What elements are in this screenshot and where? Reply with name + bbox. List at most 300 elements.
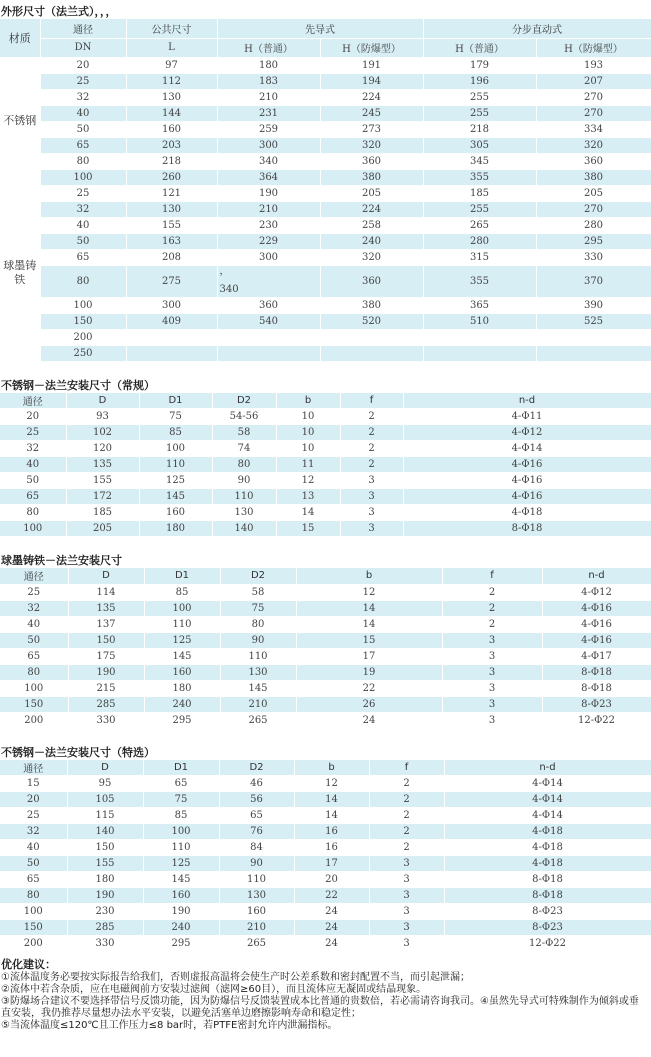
subheader-row [0,38,651,57]
table-cell: 75 [139,409,212,425]
table-cell: 2 [340,441,403,457]
table-cell: 230 [217,217,320,233]
outline-title: 外形尺寸（法兰式），，， [1,5,117,18]
table-cell: 4-Φ17 [542,648,651,664]
table-cell: 208 [126,249,217,265]
table-row [0,664,651,680]
table-cell: 85 [144,584,220,600]
table-cell: 17 [296,648,442,664]
table-cell: 205 [320,185,423,201]
table-cell: 3 [340,505,403,521]
table-cell: 229 [217,233,320,249]
table-cell: 11 [276,457,340,473]
table-cell: 4-Φ12 [403,425,651,441]
table-cell: 4-Φ12 [542,584,651,600]
table-cell: 8-Φ18 [542,680,651,696]
table-row [0,153,651,169]
table-cell: 150 [40,313,126,329]
table-cell: 380 [320,297,423,313]
table-row [0,105,651,121]
table-cell: 320 [536,137,651,153]
table-cell: 196 [423,73,536,89]
table-cell: 295 [536,233,651,249]
table-cell: 14 [276,505,340,521]
step-h-normal-header: H（普通） [423,38,536,57]
table-cell: 14 [294,792,369,808]
table-cell: 3 [369,920,444,936]
table-cell [536,329,651,345]
table-cell: 20 [40,57,126,73]
table-cell: 110 [144,616,220,632]
table-cell: 275 [126,265,217,297]
table-cell: 32 [0,600,68,616]
table-row [0,409,651,425]
table-cell: 3 [442,712,542,728]
table-cell: 32 [40,89,126,105]
table-cell: 114 [68,584,144,600]
table-cell: 26 [296,696,442,712]
table-cell: 12-Φ22 [444,936,651,952]
table-cell: 360 [536,153,651,169]
table-cell: 155 [66,473,139,489]
table-cell [320,329,423,345]
table-cell: 215 [68,680,144,696]
column-header: 通径 [0,393,66,409]
header-row [0,19,651,38]
table-row [0,616,651,632]
pilot-h-normal-header: H（普通） [217,38,320,57]
table-cell: 3 [442,680,542,696]
table-cell: 14 [296,600,442,616]
column-header: D2 [212,393,276,409]
table-cell: 8-Φ18 [444,888,651,904]
table-cell: 160 [144,664,220,680]
table-cell: 4-Φ18 [444,824,651,840]
table-row [0,521,651,537]
table-cell: 100 [40,169,126,185]
table-cell: 218 [126,153,217,169]
table-cell: 25 [0,584,68,600]
table-cell: 255 [423,105,536,121]
table-cell: 200 [0,712,68,728]
table-cell: 3 [442,664,542,680]
table-cell: 16 [294,840,369,856]
note-line-1: ①流体温度务必要按实际报告给我们，否则虚报高温将会使生产时公差系数和密封配置不当，而引起泄漏； [1,972,470,983]
table-cell: 4-Φ16 [403,457,651,473]
table-cell: 80 [40,265,126,297]
table-cell: 80 [212,457,276,473]
table-cell: 25 [40,185,126,201]
table-cell: 190 [143,904,219,920]
table-cell: 54-56 [212,409,276,425]
table-cell: 4-Φ11 [403,409,651,425]
table-cell [217,345,320,361]
table-cell: 4-Φ14 [444,776,651,792]
table-cell: 90 [219,856,294,872]
table-cell [423,345,536,361]
table-row [0,121,651,137]
table-row [0,137,651,153]
material-stainless: 不锈钢 [0,57,40,185]
table-cell: 100 [143,824,219,840]
table-row [0,904,651,920]
table-cell: 190 [68,664,144,680]
table-cell: 8-Φ18 [542,664,651,680]
table-cell: 365 [423,297,536,313]
table-cell: 218 [423,121,536,137]
table-cell: 90 [212,473,276,489]
table-cell: 80 [40,153,126,169]
column-header: D2 [219,760,294,776]
table-row [0,473,651,489]
header-row [0,760,651,776]
column-header: n-d [403,393,651,409]
step-h-ex-header: H（防爆型） [536,38,651,57]
table-cell: 150 [0,696,68,712]
table-cell: 13 [276,489,340,505]
table-cell: 3 [340,473,403,489]
table-cell: 140 [212,521,276,537]
column-header: n-d [444,760,651,776]
table-cell: 240 [144,696,220,712]
table-cell: 75 [143,792,219,808]
table-cell: 25 [0,808,67,824]
table-cell: 40 [0,457,66,473]
table-cell: 200 [0,936,67,952]
table-cell: 4-Φ16 [542,632,651,648]
table-row [0,457,651,473]
table-cell: 210 [217,201,320,217]
table-cell: 4-Φ18 [403,505,651,521]
note-line-3: ③防爆场合建议不要选择带信号反馈功能，因为防爆信号反馈装置成本比普通的贵数倍，若必需请咨询我司。④虽然先导式可特殊制作为倾斜或垂直安装，我仍推荐尽量想办法水平安装，以避免活塞单边磨擦影响寿命和稳定性； [1,996,639,1019]
table-cell: 135 [66,457,139,473]
table-cell: 10 [276,441,340,457]
table-cell: 32 [0,441,66,457]
table-cell: 140 [67,824,143,840]
optimization-notes [0,958,646,1032]
table-cell: 80 [0,664,68,680]
table-cell: 280 [536,217,651,233]
table-cell: 3 [442,648,542,664]
table-cell: 130 [212,505,276,521]
table-cell: 105 [67,792,143,808]
table-cell: 355 [423,169,536,185]
table-cell: 20 [0,792,67,808]
table-cell: 193 [536,57,651,73]
table-row [0,489,651,505]
header-row [0,568,651,584]
cell-value: 340 [219,283,239,295]
table-cell: 360 [320,265,423,297]
column-header: D1 [139,393,212,409]
ductile-title: 球墨铸铁－法兰安装尺寸 [1,554,122,567]
table-cell: 4-Φ16 [542,600,651,616]
table-row [0,712,651,728]
table-cell: 270 [536,201,651,217]
table-row [0,345,651,361]
table-cell: 231 [217,105,320,121]
table-cell [423,329,536,345]
table-cell: 172 [66,489,139,505]
table-cell: 65 [0,872,67,888]
table-cell: 2 [340,409,403,425]
table-cell: 280 [423,233,536,249]
table-cell: 273 [320,121,423,137]
column-header: b [296,568,442,584]
table-cell: 340 [217,153,320,169]
table-cell: 10 [276,409,340,425]
column-header: f [442,568,542,584]
column-header: D1 [143,760,219,776]
table-cell: 2 [369,840,444,856]
table-cell: 150 [67,840,143,856]
table-cell: 4-Φ14 [444,792,651,808]
table-cell [217,329,320,345]
table-cell: 15 [276,521,340,537]
column-header: 通径 [0,760,67,776]
table-cell: 180 [67,872,143,888]
table-cell: 12 [294,776,369,792]
table-cell: 295 [144,712,220,728]
table-row [0,584,651,600]
column-header: n-d [542,568,651,584]
table-cell: 100 [0,904,67,920]
table-cell: 320 [320,137,423,153]
column-header: b [276,393,340,409]
table-cell: 58 [220,584,296,600]
table-row [0,57,651,73]
column-header: b [294,760,369,776]
table-cell: 4-Φ18 [444,840,651,856]
ductile-table [0,568,651,729]
table-cell: 160 [139,505,212,521]
table-cell: 259 [217,121,320,137]
table-row [0,632,651,648]
ss-special-title: 不锈钢－法兰安装尺寸（特选） [1,745,155,759]
table-cell: 40 [0,616,68,632]
table-cell: 130 [126,201,217,217]
table-cell: 160 [143,888,219,904]
table-cell: 525 [536,313,651,329]
table-cell: 10 [276,425,340,441]
table-cell: 183 [217,73,320,89]
table-cell: 4-Φ14 [444,808,651,824]
table-row [0,696,651,712]
table-cell: 179 [423,57,536,73]
table-row [0,297,651,313]
table-cell: 97 [126,57,217,73]
table-cell: 3 [340,489,403,505]
table-cell [320,345,423,361]
table-cell: 100 [139,441,212,457]
table-cell: 84 [219,840,294,856]
table-row [0,808,651,824]
column-header: D1 [144,568,220,584]
table-row [0,888,651,904]
table-cell: 320 [320,249,423,265]
table-cell: 255 [423,89,536,105]
table-row [0,185,651,201]
table-cell: 65 [143,776,219,792]
table-cell: 100 [0,680,68,696]
table-cell: 205 [536,185,651,201]
table-cell: 300 [217,137,320,153]
table-cell: 2 [442,616,542,632]
table-cell: 40 [40,105,126,121]
table-cell: 190 [217,185,320,201]
table-cell: 224 [320,201,423,217]
table-cell: 130 [126,89,217,105]
table-row [0,249,651,265]
table-cell: 520 [320,313,423,329]
table-row [0,920,651,936]
table-cell: 180 [139,521,212,537]
table-cell: 110 [143,840,219,856]
table-cell [126,329,217,345]
table-cell [126,345,217,361]
step-header: 分步直动式 [423,19,651,38]
material-header: 材质 [0,19,40,57]
dn-header: 通径 [40,19,126,38]
table-cell: 65 [0,489,66,505]
table-row [0,505,651,521]
table-row [0,73,651,89]
table-cell: 250 [40,345,126,361]
table-cell: 14 [294,808,369,824]
table-row [0,776,651,792]
table-row [0,425,651,441]
table-cell: 50 [0,473,66,489]
column-header: 通径 [0,568,68,584]
table-cell: 270 [536,105,651,121]
table-cell: 65 [40,249,126,265]
table-cell: 46 [219,776,294,792]
table-cell: 8-Φ23 [444,904,651,920]
common-subheader: L [126,38,217,57]
table-cell: 40 [0,840,67,856]
table-cell: 110 [139,457,212,473]
table-row [0,936,651,952]
table-cell: 315 [423,249,536,265]
table-cell: 50 [40,121,126,137]
table-cell: 112 [126,73,217,89]
note-line-2: ②流体中若含杂质，应在电磁阀前方安装过滤阀（滤网≥60目），而且流体应无凝固或结晶现象。 [1,984,427,995]
table-cell: 175 [68,648,144,664]
table-cell: 360 [217,297,320,313]
table-cell: 540 [217,313,320,329]
table-cell: 40 [40,217,126,233]
table-cell: 22 [294,888,369,904]
table-cell: 2 [340,425,403,441]
table-row [0,441,651,457]
table-cell: 364 [217,169,320,185]
table-cell: 3 [369,936,444,952]
table-cell: 56 [219,792,294,808]
table-cell: 3 [340,521,403,537]
table-cell: 25 [0,425,66,441]
table-cell: 160 [219,904,294,920]
table-cell: 8-Φ23 [542,696,651,712]
table-cell: 80 [0,505,66,521]
header-row [0,393,651,409]
table-cell: 19 [296,664,442,680]
table-cell: 190 [67,888,143,904]
table-cell: 2 [340,457,403,473]
ss-special-table [0,760,651,953]
table-cell: 2 [369,792,444,808]
notes-title: 优化建议： [1,958,56,971]
table-cell: 185 [66,505,139,521]
table-cell: 191 [320,57,423,73]
table-cell: 58 [212,425,276,441]
table-cell: 125 [143,856,219,872]
table-cell: 24 [294,936,369,952]
table-cell: 4-Φ18 [444,856,651,872]
table-cell: 345 [423,153,536,169]
note-line-4: ⑤当流体温度≤120℃且工作压力≤8 bar时，若PTFE密封允许内泄漏指标。 [1,1020,338,1031]
table-cell: 12-Φ22 [542,712,651,728]
table-cell: 300 [217,249,320,265]
table-cell: 200 [40,329,126,345]
table-cell: 100 [144,600,220,616]
table-cell: 210 [219,920,294,936]
material-ductile-iron: 球墨铸铁 [0,185,40,361]
table-cell: 3 [369,888,444,904]
table-cell: 155 [67,856,143,872]
table-cell: 125 [144,632,220,648]
table-cell: 93 [66,409,139,425]
table-cell: 4-Φ16 [542,616,651,632]
table-cell: 255 [423,201,536,217]
table-cell: 65 [40,137,126,153]
pilot-header: 先导式 [217,19,423,38]
table-cell: 125 [139,473,212,489]
table-cell: 180 [144,680,220,696]
table-cell: 12 [296,584,442,600]
table-cell: 8-Φ23 [444,920,651,936]
column-header: f [369,760,444,776]
table-cell: 24 [294,920,369,936]
table-cell: 150 [0,920,67,936]
table-cell: 245 [320,105,423,121]
table-cell: 510 [423,313,536,329]
table-cell: 121 [126,185,217,201]
table-cell: 85 [143,808,219,824]
table-row [0,217,651,233]
outline-dimensions-table [0,19,651,362]
table-cell: 285 [67,920,143,936]
table-row [0,265,651,297]
dn-subheader: DN [40,38,126,57]
table-cell: 285 [68,696,144,712]
table-cell: 205 [66,521,139,537]
table-cell: 380 [536,169,651,185]
table-cell: 2 [369,808,444,824]
table-cell: 370 [536,265,651,297]
table-cell: 12 [276,473,340,489]
table-cell: 17 [294,856,369,872]
ss-normal-title: 不锈钢－法兰安装尺寸（常规） [1,378,155,392]
table-row [0,600,651,616]
table-cell: 2 [442,600,542,616]
table-row [0,648,651,664]
table-cell: 390 [536,297,651,313]
table-cell: 25 [40,73,126,89]
table-cell: 380 [320,169,423,185]
table-cell: 160 [126,121,217,137]
table-cell: 16 [294,824,369,840]
table-row [0,872,651,888]
